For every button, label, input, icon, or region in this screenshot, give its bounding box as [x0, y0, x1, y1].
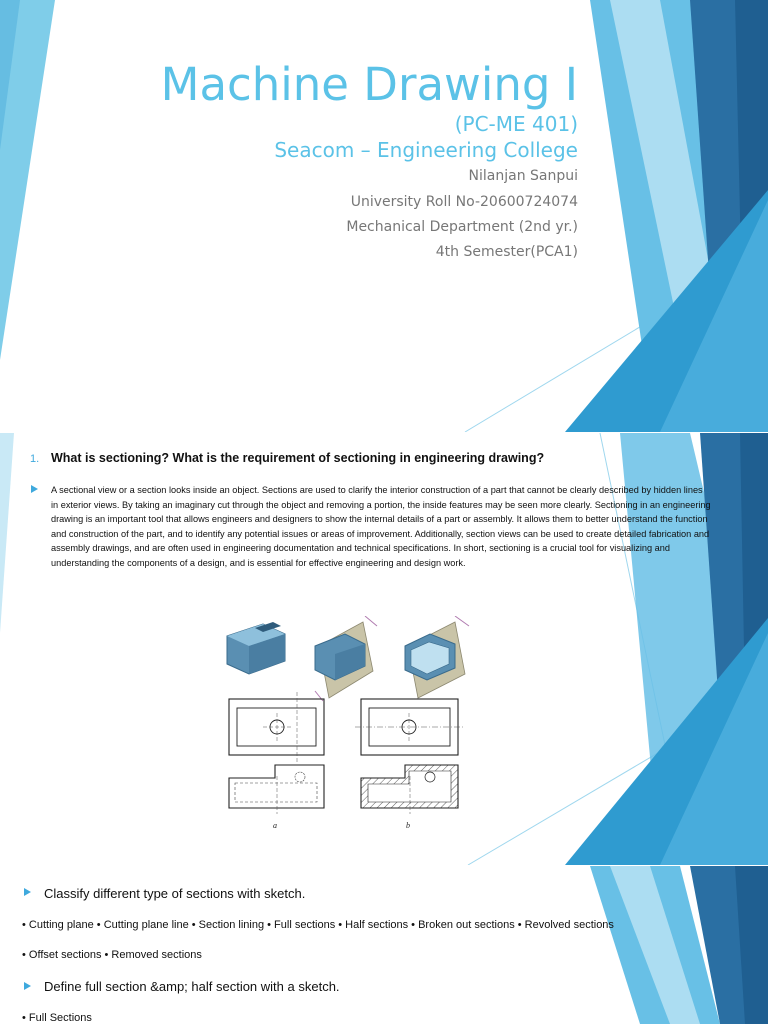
question-slide: [0, 433, 768, 865]
sections-slide: [0, 866, 768, 1024]
bullet-arrow-icon: [24, 982, 31, 990]
full-sections-item: • Full Sections: [22, 1012, 92, 1024]
cutting-plane-icon: [315, 616, 377, 701]
bullet-arrow-icon: [24, 888, 31, 896]
bullet-arrow-icon: [31, 485, 38, 493]
section-types-heading: Classify different type of sections with sketch.: [44, 886, 306, 901]
course-code: (PC-ME 401): [454, 112, 578, 136]
section-types-list-2: • Offset sections • Removed sections: [22, 949, 202, 961]
sectioning-figure: [215, 616, 475, 831]
roll-number: University Roll No-20600724074: [350, 194, 578, 210]
figure-label-b: b: [406, 821, 410, 830]
figure-label-a: a: [273, 821, 277, 830]
author-name: Nilanjan Sanpui: [468, 168, 578, 184]
semester: 4th Semester(PCA1): [435, 244, 578, 260]
block-isometric-icon: [227, 622, 285, 674]
college-name: Seacom – Engineering College: [274, 138, 578, 162]
title-slide: [0, 0, 768, 432]
presentation-title: Machine Drawing I: [160, 58, 578, 111]
department: Mechanical Department (2nd yr.): [346, 219, 578, 235]
answer-paragraph: A sectional view or a section looks inside an object. Sections are used to clarify the interior construction of a part that cannot be clearly described by hidden lines in exterior views. By taking an imaginary cut through the object and removing a portion, the inside features may be seen more clearly. Sectioning in an engineering drawing is an important tool that allows engineers and designers to show the internal details of a part or assembly. It allows them to better understand the function and construction of the part, and to identify any potential issues or areas of improvement. Additionally, section views can be used to create detailed fabrication and assembly drawings, and are often used in engineering documentation and technical specifications. In short, sectioning is a crucial tool for visualizing and understanding the components of a design, and is essential for effective engineering and design work.: [51, 485, 711, 568]
question-heading: What is sectioning? What is the requirement of sectioning in engineering drawing?: [51, 451, 545, 465]
question-number: 1.: [30, 453, 40, 465]
section-types-list-1: • Cutting plane • Cutting plane line • Section lining • Full sections • Half sections • Broken out sections • Revolved sections: [22, 919, 614, 931]
section-view-icon: [405, 616, 469, 698]
full-half-section-heading: Define full section &amp; half section with a sketch.: [44, 979, 340, 994]
